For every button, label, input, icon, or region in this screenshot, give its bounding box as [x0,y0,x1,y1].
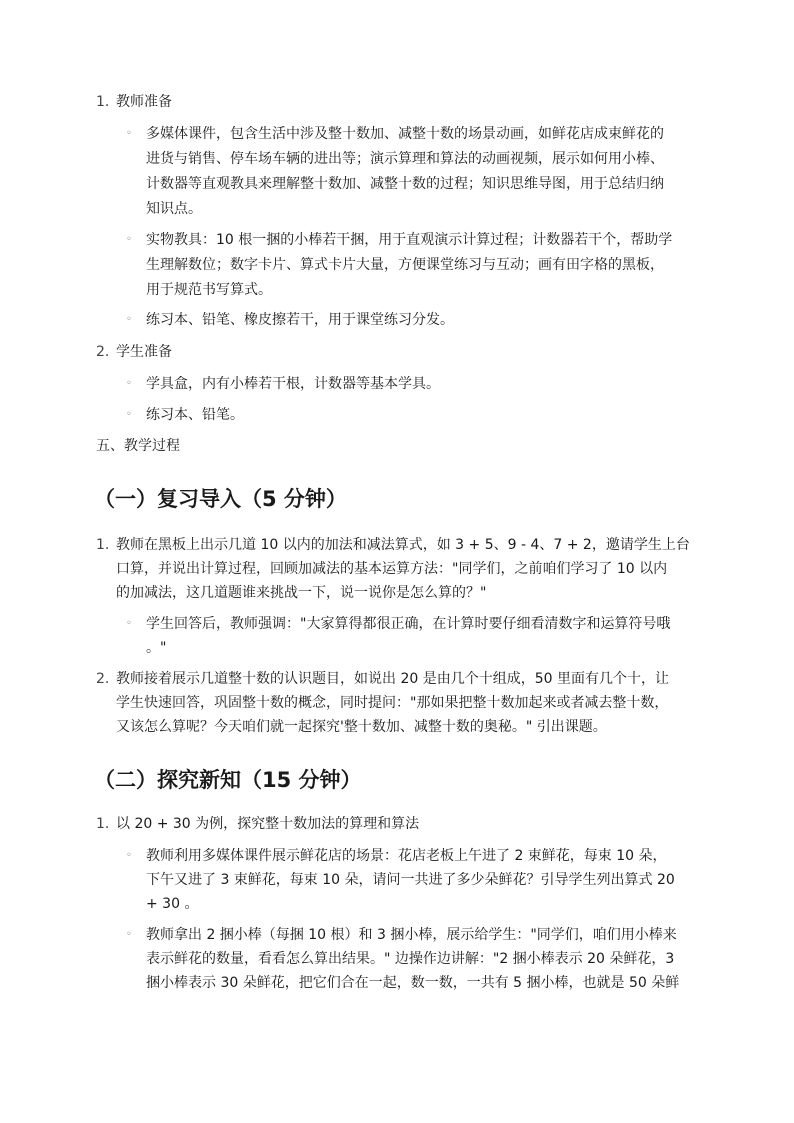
list-number: 2. [96,344,110,360]
text-line: 的加减法，这几道题谁来挑战一下，说一说你是怎么算的？" [116,585,487,601]
text-line: 实物教具：10 根一捆的小棒若干捆，用于直观演示计算过程；计数器若干个，帮助学 [146,232,673,248]
text-line: 教师接着展示几道整十数的认识题目，如说出 20 是由几个十组成，50 里面有几个十，让 [116,671,669,687]
text-line: 学生回答后，教师强调："大家算得都很正确，在计算时要仔细看清数字和运算符号哦 [146,616,671,632]
text-line: 进货与销售、停车场车辆的进出等；演示算理和算法的动画视频，展示如何用小棒、 [146,151,664,167]
bullet-icon: ◦ [126,929,132,940]
text-line: 学具盒，内有小棒若干根，计数器等基本学具。 [146,376,440,392]
bullet-icon: ◦ [126,409,132,420]
section-heading: 五、教学过程 [96,438,180,454]
text-line: 知识点。 [146,201,202,217]
subsection-heading: （二）探究新知（15 分钟） [94,768,362,792]
bullet-icon: ◦ [126,314,132,325]
text-line: 用于规范书写算式。 [146,282,272,298]
list-item-title: 教师准备 [116,94,172,110]
text-line: 口算，并说出计算过程，回顾加减法的基本运算方法："同学们，之前咱们学习了 10 以内 [116,561,668,577]
list-item-title: 学生准备 [116,344,172,360]
text-line: 计数器等直观教具来理解整十数加、减整十数的过程；知识思维导图，用于总结归纳 [146,176,664,192]
list-number: 2. [96,671,110,687]
list-number: 1. [96,94,110,110]
text-line: 多媒体课件，包含生活中涉及整十数加、减整十数的场景动画，如鲜花店成束鲜花的 [146,126,664,142]
text-line: 生理解数位；数字卡片、算式卡片大量，方便课堂练习与互动；画有田字格的黑板， [146,257,664,273]
text-line: 。" [146,640,167,656]
text-line: 又该怎么算呢？今天咱们就一起探究'整十数加、减整十数的奥秘。" 引出课题。 [116,719,607,735]
bullet-icon: ◦ [126,850,132,861]
bullet-icon: ◦ [126,128,132,139]
text-line: 教师拿出 2 捆小棒（每捆 10 根）和 3 捆小棒，展示给学生："同学们，咱们用小棒来 [146,927,677,943]
text-line: 教师在黑板上出示几道 10 以内的加法和减法算式，如 3 + 5、9 - 4、7 + 2，邀请学生上台 [116,537,690,553]
text-line: 下午又进了 3 束鲜花，每束 10 朵，请问一共进了多少朵鲜花？引导学生列出算式 20 [146,872,675,888]
text-line: 捆小棒表示 30 朵鲜花，把它们合在一起，数一数，一共有 5 捆小棒，也就是 50 朵鲜 [146,975,680,991]
list-item-title: 以 20 + 30 为例，探究整十数加法的算理和算法 [116,816,420,832]
text-line: + 30 。 [146,896,199,912]
text-line: 教师利用多媒体课件展示鲜花店的场景：花店老板上午进了 2 束鲜花，每束 10 朵， [146,848,667,864]
bullet-icon: ◦ [126,378,132,389]
text-line: 练习本、铅笔、橡皮擦若干，用于课堂练习分发。 [146,312,454,328]
text-line: 表示鲜花的数量，看看怎么算出结果。" 边操作边讲解："2 捆小棒表示 20 朵鲜花，3 [146,951,675,967]
subsection-heading: （一）复习导入（5 分钟） [94,487,347,511]
text-line: 练习本、铅笔。 [146,407,244,423]
bullet-icon: ◦ [126,618,132,629]
text-line: 学生快速回答，巩固整十数的概念，同时提问："那如果把整十数加起来或者减去整十数， [116,695,669,711]
bullet-icon: ◦ [126,234,132,245]
list-number: 1. [96,537,110,553]
list-number: 1. [96,816,110,832]
